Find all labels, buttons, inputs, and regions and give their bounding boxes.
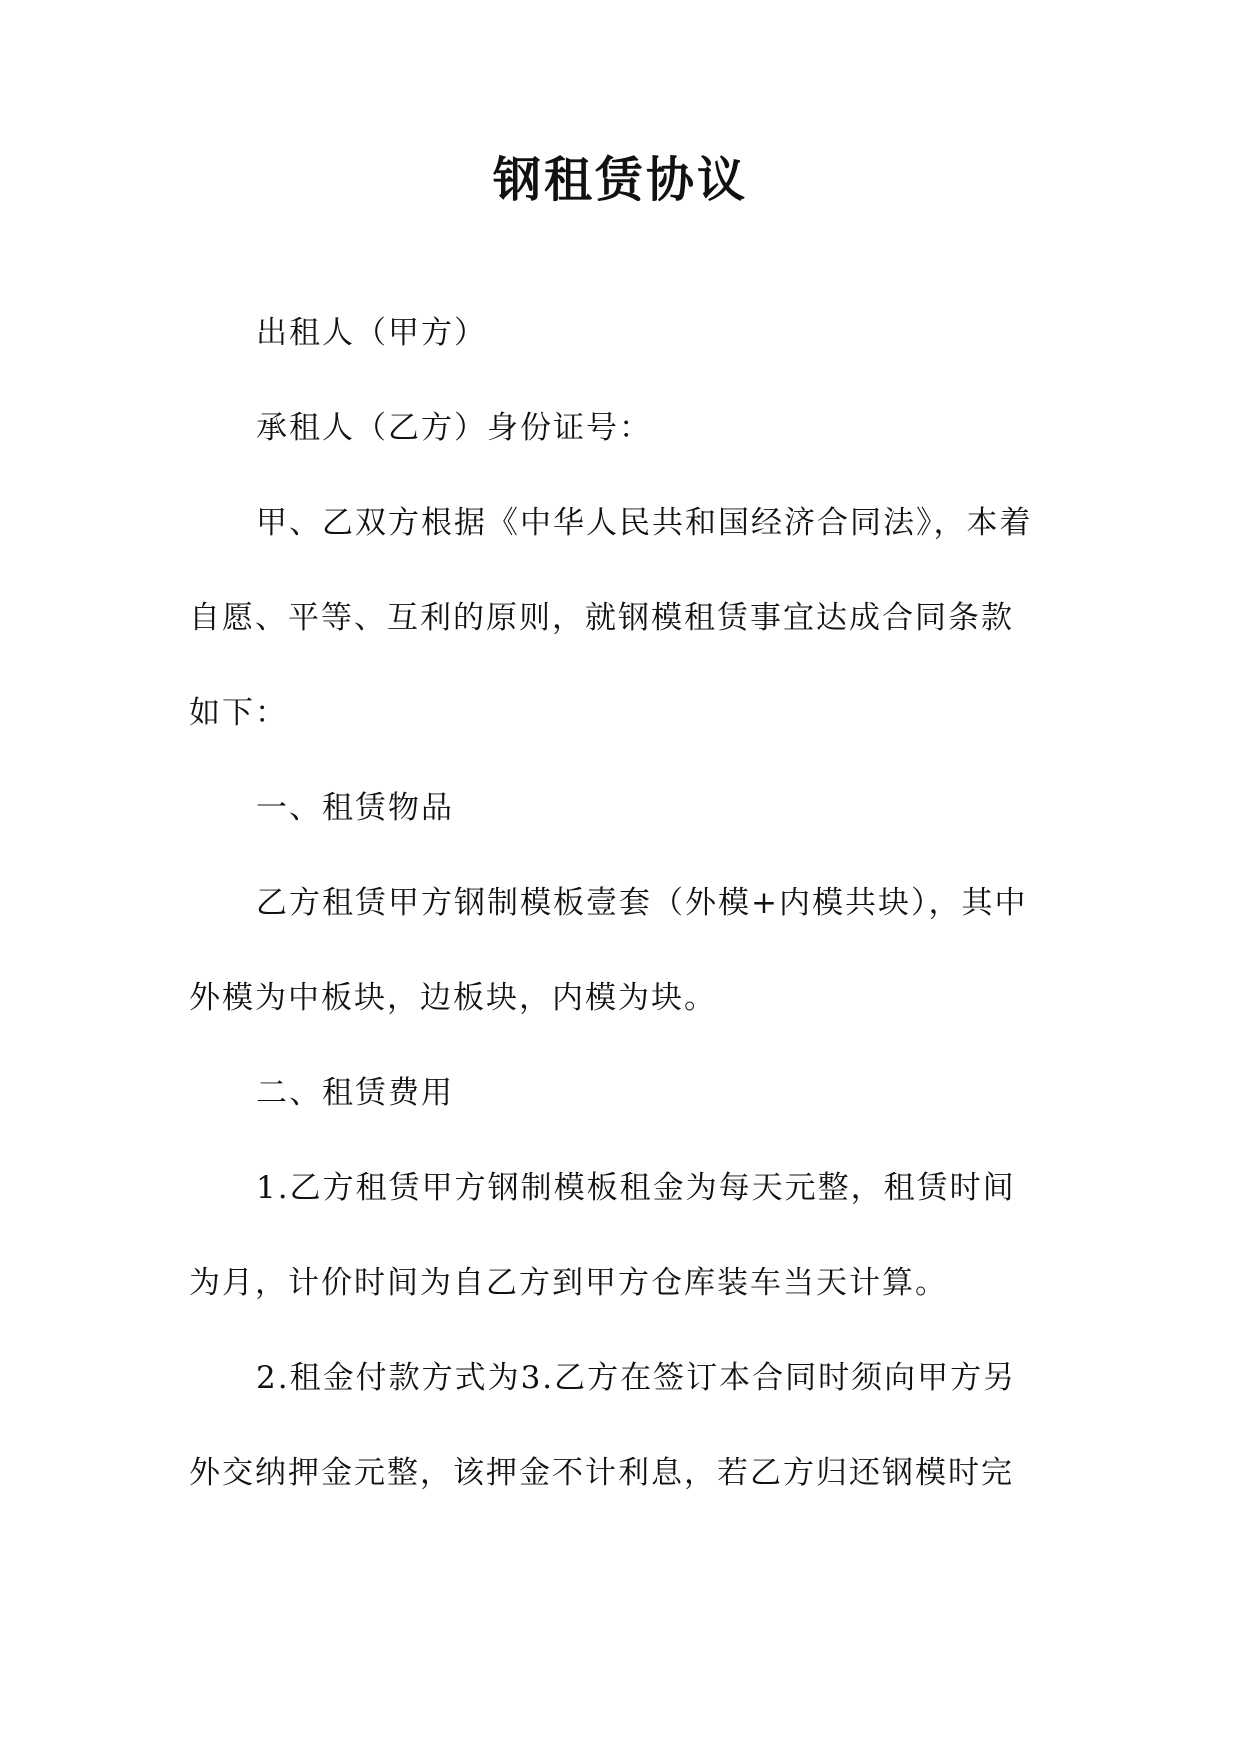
preamble-line-1: 甲、乙双方根据《中华人民共和国经济合同法》，本着 — [256, 505, 1033, 541]
section-2-line-3: 2.租金付款方式为3.乙方在签订本合同时须向甲方另 — [256, 1360, 1017, 1396]
lessor-line: 出租人（甲方） — [256, 315, 487, 351]
preamble-line-2: 自愿、平等、互利的原则，就钢模租赁事宜达成合同条款 — [189, 600, 1014, 636]
section-2-line-2: 为月，计价时间为自乙方到甲方仓库装车当天计算。 — [189, 1265, 948, 1301]
section-heading-1: 一、租赁物品 — [256, 790, 454, 826]
section-2-line-1: 1.乙方租赁甲方钢制模板租金为每天元整，租赁时间 — [256, 1170, 1016, 1206]
section-2-line-4: 外交纳押金元整，该押金不计利息，若乙方归还钢模时完 — [189, 1455, 1014, 1491]
section-heading-2: 二、租赁费用 — [256, 1075, 454, 1111]
document-title: 钢租赁协议 — [492, 152, 748, 208]
lessee-line: 承租人（乙方）身份证号： — [256, 410, 652, 446]
section-1-line-2: 外模为中板块，边板块，内模为块。 — [189, 980, 717, 1016]
section-1-line-1: 乙方租赁甲方钢制模板壹套（外模+内模共块），其中 — [256, 885, 1028, 921]
preamble-line-3: 如下： — [189, 695, 288, 731]
